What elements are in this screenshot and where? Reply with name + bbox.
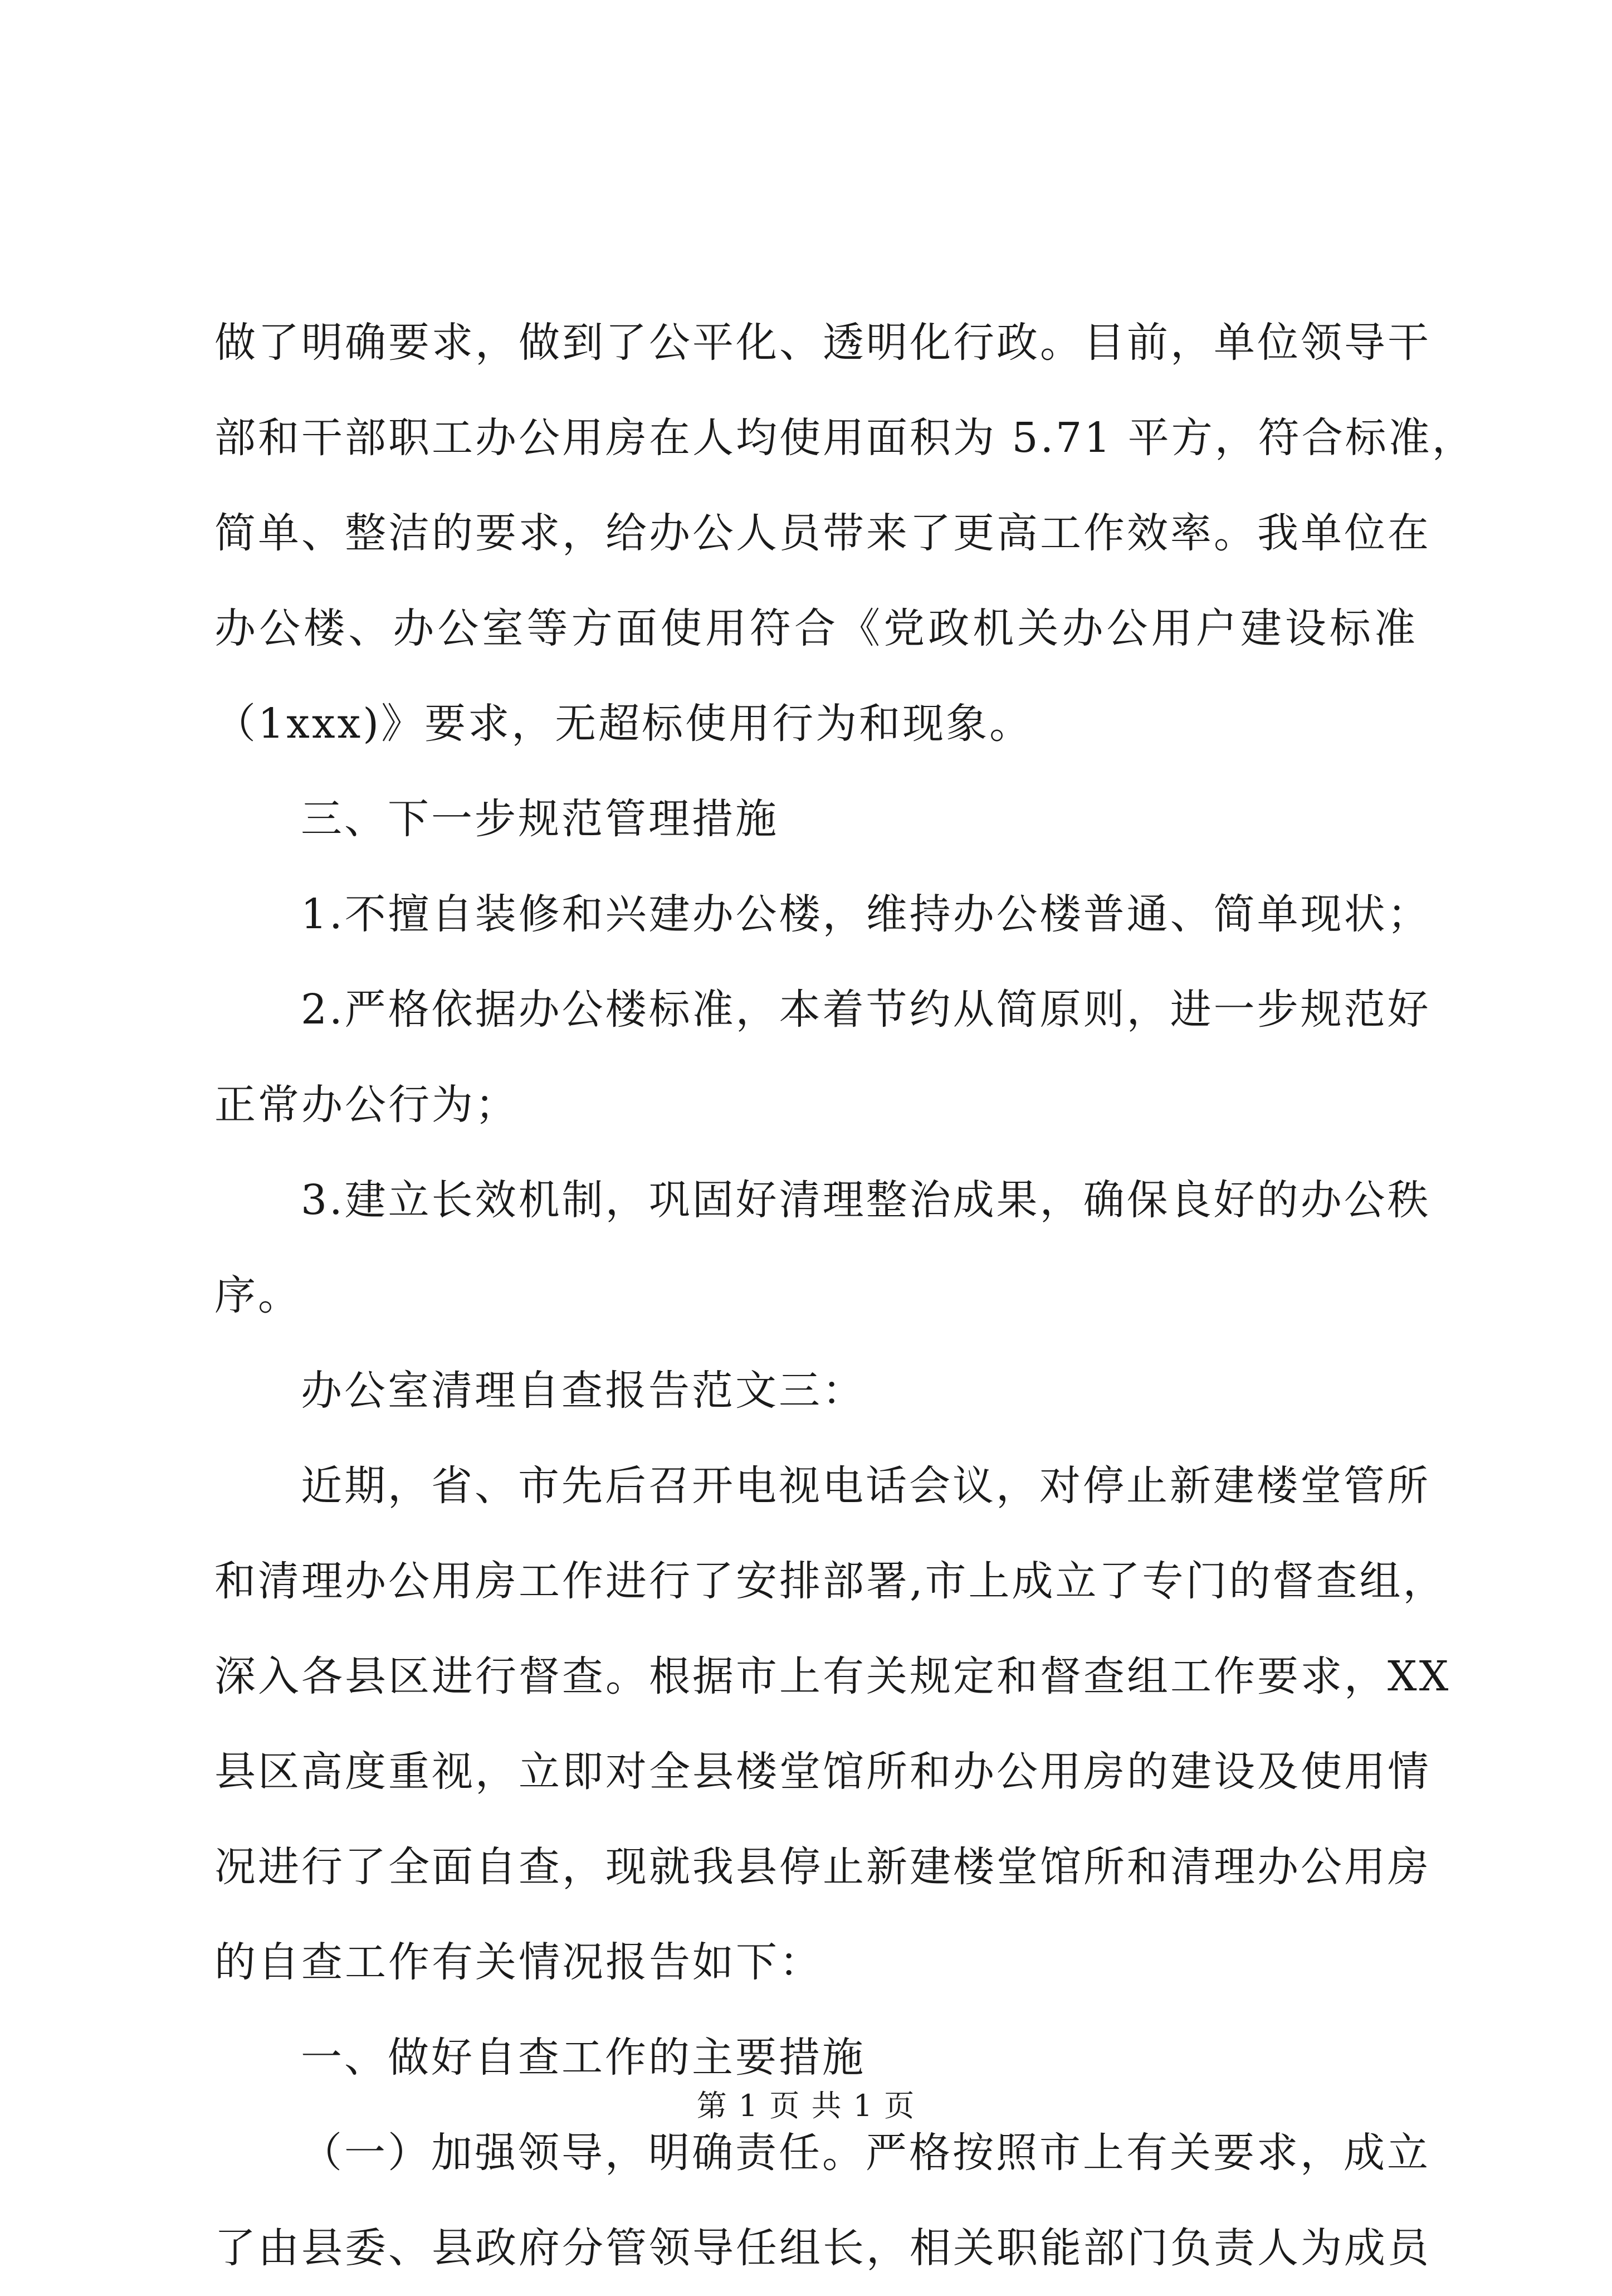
text-line: 一、做好自查工作的主要措施	[301, 2034, 866, 2081]
text-line: 和清理办公用房工作进行了安排部署,市上成立了专门的督查组，	[214, 1557, 1447, 1605]
text-line: （1xxx)》要求，无超标使用行为和现象。	[214, 700, 1033, 748]
text-line: 办公室清理自查报告范文三：	[301, 1367, 866, 1415]
text-line: 做了明确要求，做到了公平化、透明化行政。目前，单位领导干	[214, 319, 1431, 367]
page-footer: 第 1 页 共 1 页	[696, 2088, 916, 2123]
text-line: 了由县委、县政府分管领导任组长，相关职能部门负责人为成员	[214, 2224, 1431, 2272]
text-line: 况进行了全面自查，现就我县停止新建楼堂馆所和清理办公用房	[214, 1843, 1431, 1891]
text-line: 2.严格依据办公楼标准，本着节约从简原则，进一步规范好	[301, 986, 1431, 1034]
text-line: 序。	[214, 1271, 301, 1319]
text-line: 正常办公行为；	[214, 1081, 519, 1129]
document-body	[214, 295, 1476, 2296]
text-line: 县区高度重视，立即对全县楼堂馆所和办公用房的建设及使用情	[214, 1748, 1431, 1796]
text-line: 3.建立长效机制，巩固好清理整治成果，确保良好的办公秩	[301, 1176, 1431, 1224]
text-line: 深入各县区进行督查。根据市上有关规定和督查组工作要求，XX	[214, 1652, 1451, 1700]
text-line: 部和干部职工办公用房在人均使用面积为 5.71 平方，符合标准，	[214, 414, 1476, 462]
text-line: 简单、整洁的要求，给办公人员带来了更高工作效率。我单位在	[214, 509, 1431, 557]
text-line: 的自查工作有关情况报告如下：	[214, 1938, 823, 1986]
text-line: 办公楼、办公室等方面使用符合《党政机关办公用户建设标准	[214, 605, 1418, 652]
text-line: 三、下一步规范管理措施	[301, 795, 779, 843]
text-line: （一）加强领导，明确责任。严格按照市上有关要求，成立	[301, 2129, 1430, 2177]
text-line: 近期，省、市先后召开电视电话会议，对停止新建楼堂管所	[301, 1462, 1430, 1510]
text-line: 1.不擅自装修和兴建办公楼，维持办公楼普通、简单现状；	[301, 890, 1431, 938]
